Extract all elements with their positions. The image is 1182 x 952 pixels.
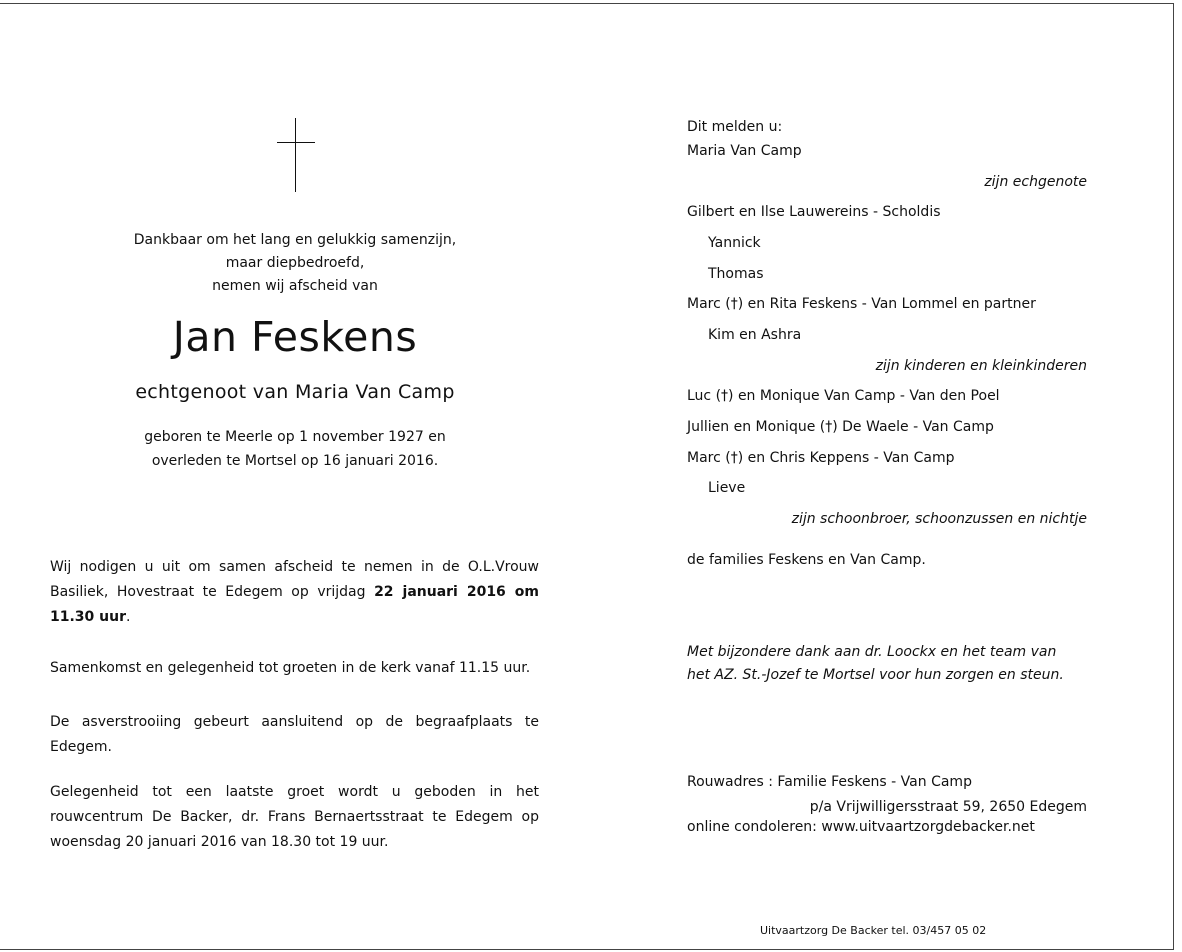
invitation-end: . [126,609,131,625]
intro-line-2: maar diepbedroefd, [225,255,365,271]
invitation-text: Wij nodigen u uit om samen afscheid te nemen in de O.L.Vrouw Basiliek, Hovestraat te Edegem op vrijdag [50,559,539,600]
inlaw-line-3: Marc (†) en Chris Keppens - Van Camp [687,450,955,466]
invitation-date: 22 januari 2016 om 11.30 uur [50,584,539,625]
niece-line: Lieve [708,480,746,496]
birth-line: geboren te Meerle op 1 november 1927 en [144,429,446,445]
last-greeting-paragraph: Gelegenheid tot een laatste groet wordt u geboden in het rouwcentrum De Backer, dr. Frans Bernaertsstraat te Edegem op woensdag 20 januari 2016 van 18.30 tot 19 uur. [50,784,539,850]
deceased-name: Jan Feskens [172,313,418,361]
spouse-line: echtgenoot van Maria Van Camp [135,381,455,403]
inlaw-role: zijn schoonbroer, schoonzussen en nichtje [791,511,1087,527]
invitation-paragraph [50,555,539,630]
grandchild-3: Kim en Ashra [708,327,802,343]
address-label: Rouwadres : Familie Feskens - Van Camp [687,774,972,790]
announce-line: Dit melden u: [687,119,783,135]
intro-line-1: Dankbaar om het lang en gelukkig samenzijn, [133,232,457,248]
thanks-line-1: Met bijzondere dank aan dr. Loockx en het team van [687,644,1057,660]
address-line: p/a Vrijwilligersstraat 59, 2650 Edegem [809,799,1087,815]
inlaw-line-2: Jullien en Monique (†) De Waele - Van Camp [687,419,994,435]
children-role: zijn kinderen en kleinkinderen [875,358,1087,374]
death-line: overleden te Mortsel op 16 januari 2016. [151,453,439,469]
grandchild-1: Yannick [708,235,761,251]
families-line: de families Feskens en Van Camp. [687,552,926,568]
intro-line-3: nemen wij afscheid van [212,278,378,294]
spouse-name: Maria Van Camp [687,143,802,159]
thanks-line-2: het AZ. St.-Jozef te Mortsel voor hun zorgen en steun. [687,667,1064,683]
inlaw-line-1: Luc (†) en Monique Van Camp - Van den Poel [687,388,1000,404]
family-line-2: Marc (†) en Rita Feskens - Van Lommel en partner [687,296,1036,312]
family-line-1: Gilbert en Ilse Lauwereins - Scholdis [687,204,941,220]
spouse-role: zijn echgenote [984,174,1087,190]
ashes-paragraph: De asverstrooiing gebeurt aansluitend op de begraafplaats te Edegem. [50,714,539,755]
condolence-link[interactable]: online condoleren: www.uitvaartzorgdebacker.net [687,819,1035,835]
grandchild-2: Thomas [708,266,764,282]
gathering-paragraph: Samenkomst en gelegenheid tot groeten in de kerk vanaf 11.15 uur. [50,660,531,676]
footer-undertaker: Uitvaartzorg De Backer tel. 03/457 05 02 [760,924,987,937]
